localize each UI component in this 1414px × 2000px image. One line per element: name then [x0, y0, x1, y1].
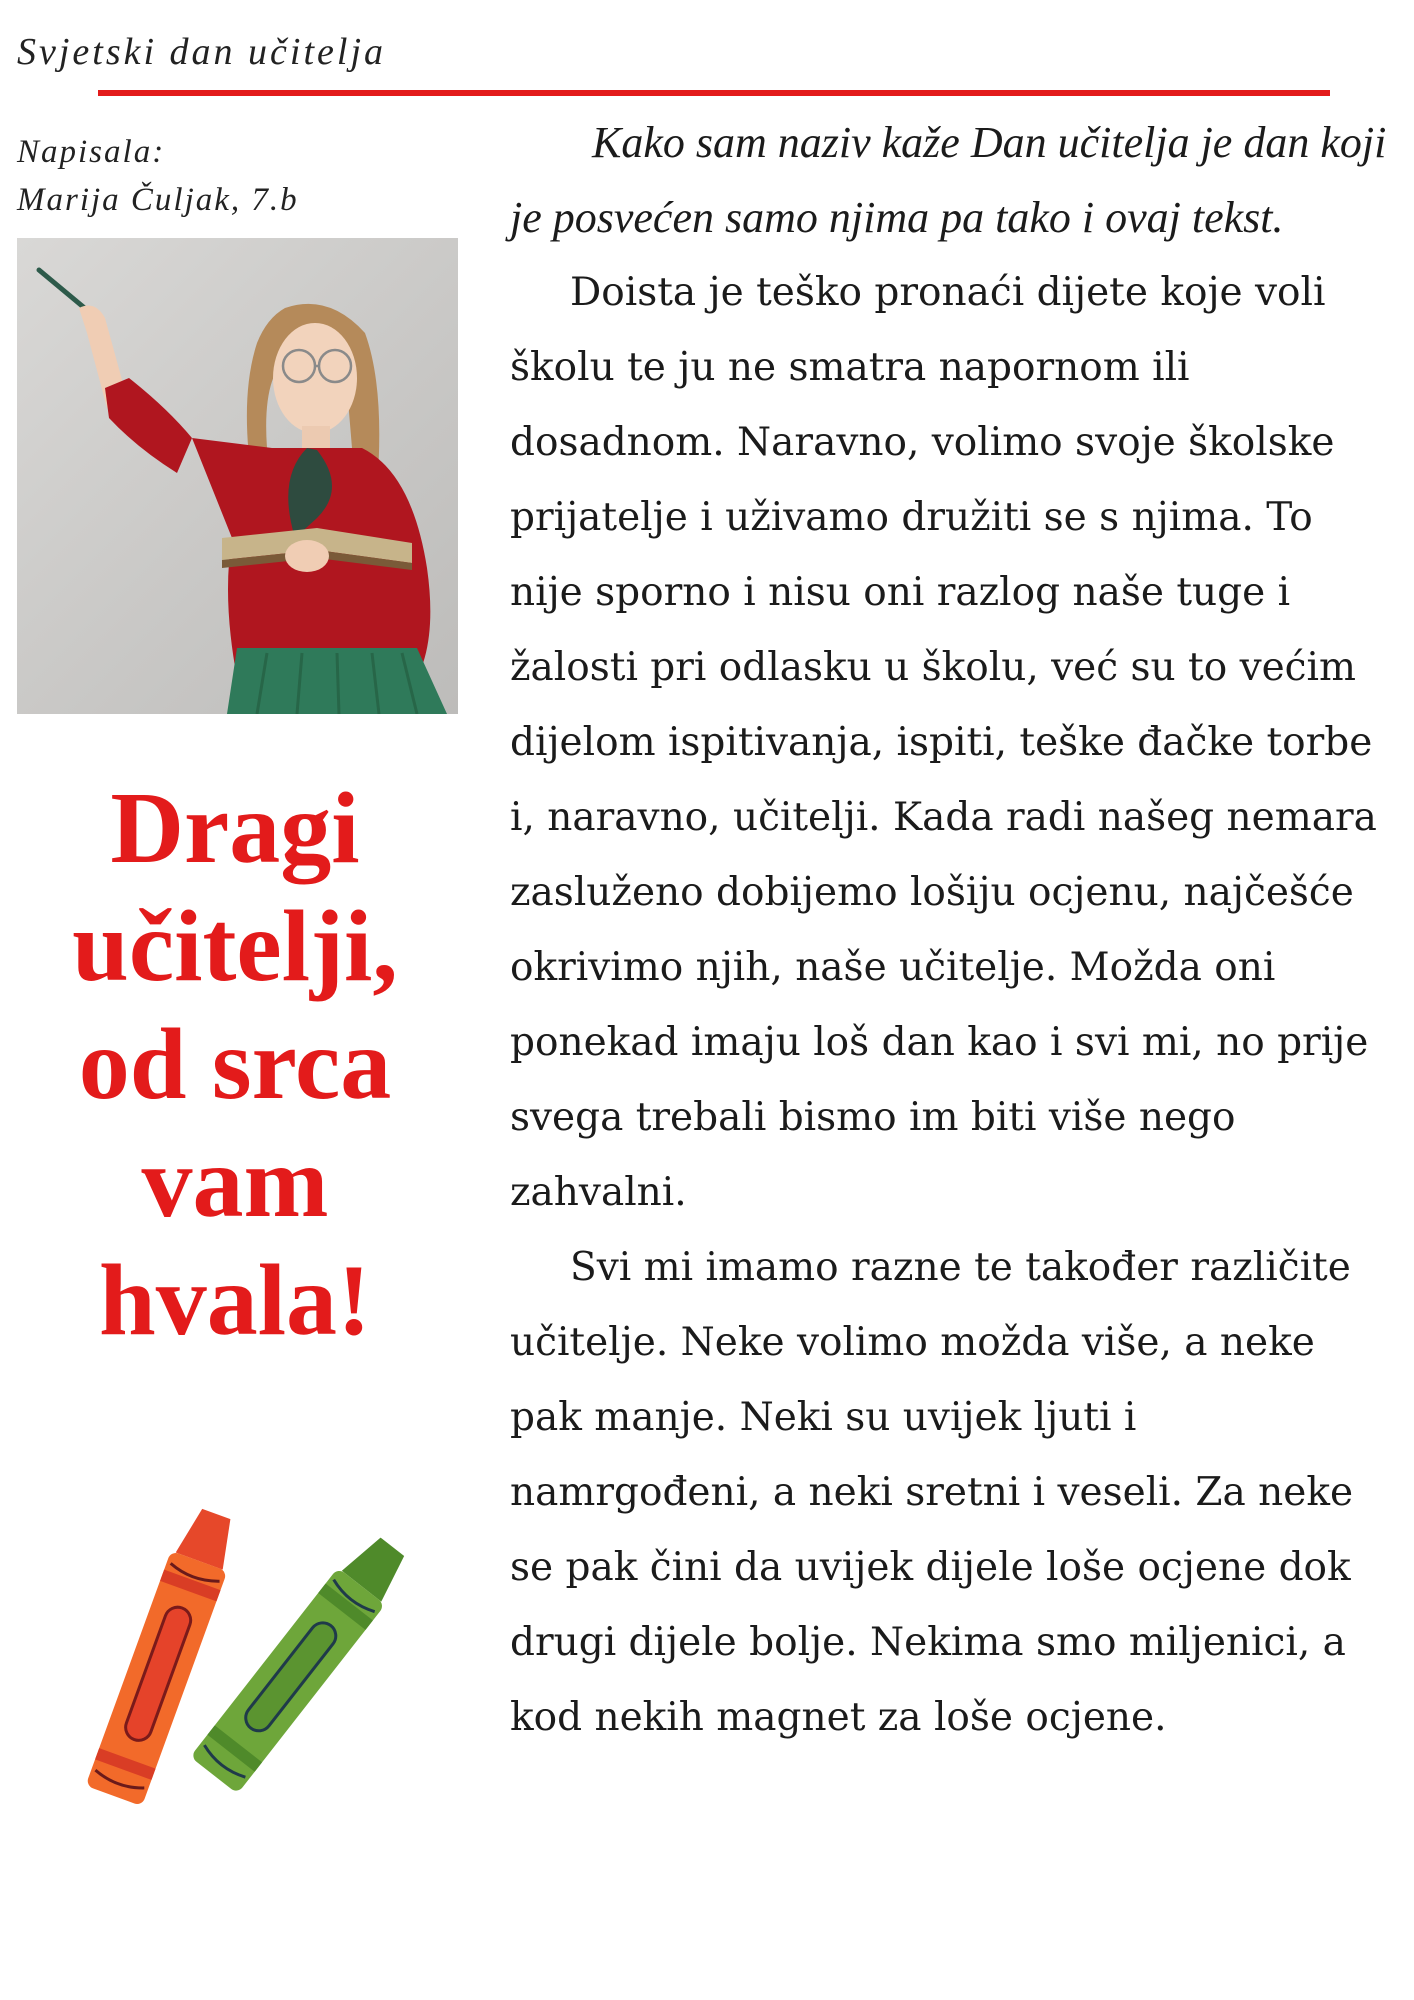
- headline-line: vam: [141, 1126, 329, 1239]
- headline-line: hvala!: [98, 1244, 372, 1357]
- author-label: Napisala:: [17, 134, 166, 170]
- headline: [20, 770, 450, 1360]
- article-paragraph: Svi mi imamo razne te također različite učitelje. Neke volimo možda više, a neke pak manje. Neki su uvijek ljuti i namrgođeni, a neki sretni i veseli. Za neke se pak čini da uvijek dijele loše ocjene dok drugi dijele bolje. Nekima smo miljenici, a kod nekih magnet za loše ocjene.: [510, 1245, 1354, 1740]
- article-body: [510, 105, 1390, 1755]
- crayons-illustration: [55, 1495, 405, 1815]
- headline-line: od srca: [78, 1008, 392, 1121]
- headline-line: učitelji,: [72, 890, 398, 1003]
- headline-line: Dragi: [110, 772, 360, 885]
- author-name: Marija Čuljak, 7.b: [17, 182, 299, 218]
- article-paragraph: Doista je teško pronaći dijete koje voli školu te ju ne smatra napornom ili dosadnom. Naravno, volimo svoje školske prijatelje i uživamo družiti se s njima. To nije sporno i nisu oni razlog naše tuge i žalosti pri odlasku u školu, već su to većim dijelom ispitivanja, ispiti, teške đačke torbe i, naravno, učitelji. Kada radi našeg nemara zasluženo dobijemo lošiju ocjenu, najčešće okrivimo njih, naše učitelje. Možda oni ponekad imaju loš dan kao i svi mi, no prije svega trebali bismo im biti više nego zahvalni.: [510, 270, 1377, 1215]
- author-block: [17, 128, 299, 224]
- article-lead: Kako sam naziv kaže Dan učitelja je dan koji je posvećen samo njima pa tako i ovaj tekst.: [510, 118, 1387, 242]
- section-title: Svjetski dan učitelja: [17, 31, 387, 73]
- teacher-photo: [17, 238, 458, 714]
- header-divider: [98, 90, 1330, 96]
